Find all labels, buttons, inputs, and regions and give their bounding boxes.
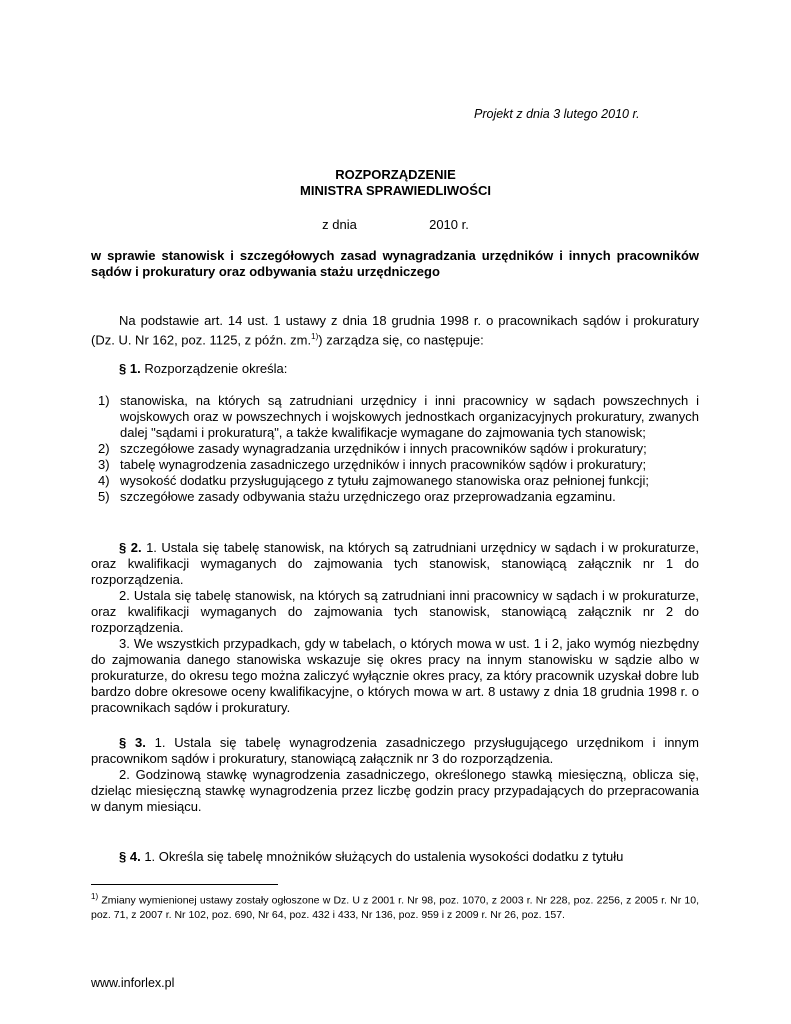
paragraph-3-section-1 bbox=[91, 735, 699, 767]
paragraph-3-mark: § 3. bbox=[119, 735, 146, 750]
list-item bbox=[91, 457, 699, 473]
footnote-text: Zmiany wymienionej ustawy zostały ogłoszone w Dz. U z 2001 r. Nr 98, poz. 1070, z 2003 r. Nr 228, poz. 2256, z 2005 r. Nr 10, poz. 71, z 2007 r. Nr 102, poz. 690, Nr 64, poz. 432 i 433, Nr 136, poz. 959 i z 2009 r. Nr 26, poz. 157. bbox=[91, 894, 699, 921]
document-title bbox=[0, 167, 791, 199]
paragraph-2 bbox=[91, 540, 699, 716]
list-item bbox=[91, 473, 699, 489]
paragraph-3-section-1-text: 1. Ustala się tabelę wynagrodzenia zasadniczego przysługującego urzędnikom i innym pracownikom sądów i prokuratury, stanowiącą załącznik nr 3 do rozporządzenia. bbox=[91, 735, 699, 766]
list-item bbox=[91, 489, 699, 505]
paragraph-3-section-2: 2. Godzinową stawkę wynagrodzenia zasadniczego, określonego stawką miesięczną, oblicza się, dzieląc miesięczną stawkę wynagrodzenia przez liczbę godzin pracy przypadających do przepracowania w danym miesiącu. bbox=[91, 767, 699, 814]
list-item-number: 4) bbox=[98, 473, 110, 488]
list-item-text: szczegółowe zasady wynagradzania urzędników i innych pracowników sądów i prokuratury; bbox=[120, 441, 647, 456]
paragraph-2-mark: § 2. bbox=[119, 540, 142, 555]
preamble-text-before: Na podstawie art. 14 ust. 1 ustawy z dnia 18 grudnia 1998 r. o pracownikach sądów i prokuratury (Dz. U. Nr 162, poz. 1125, z późn. zm. bbox=[91, 313, 699, 348]
paragraph-2-section-3: 3. We wszystkich przypadkach, gdy w tabelach, o których mowa w ust. 1 i 2, jako wymóg niezbędny do zajmowania danego stanowiska wskazuje się okres pracy na innym stanowisku w sądzie albo w prokuraturze, do okresu tego można zaliczyć wyłącznie okres pracy, za który pracownik uzyskał dobre lub bardzo dobre okresowe oceny kwalifikacyjne, o których mowa w art. 8 ustawy z dnia 18 grudnia 1998 r. o pracownikach sądów i prokuratury. bbox=[91, 636, 699, 715]
list-item-number: 2) bbox=[98, 441, 110, 456]
paragraph-2-section-1 bbox=[91, 540, 699, 588]
list-item bbox=[91, 441, 699, 457]
footnote-reference[interactable]: 1) bbox=[311, 332, 319, 341]
list-item-number: 5) bbox=[98, 489, 110, 504]
issue-date: z dnia 2010 r. bbox=[322, 217, 469, 232]
paragraph-2-section-1-text: 1. Ustala się tabelę stanowisk, na których są zatrudniani urzędnicy w sądach i w prokuraturze, oraz kwalifikacji wymaganych do zajmowania tych stanowisk, stanowiącą załącznik nr 1 do rozporządzenia. bbox=[91, 540, 699, 587]
paragraph-1-list bbox=[91, 393, 699, 505]
list-item-text: wysokość dodatku przysługującego z tytułu zajmowanego stanowiska oraz pełnionej funkcji; bbox=[120, 473, 649, 488]
draft-date-note: Projekt z dnia 3 lutego 2010 r. bbox=[474, 107, 640, 121]
list-item-number: 1) bbox=[98, 393, 110, 408]
paragraph-4-mark: § 4. bbox=[119, 849, 141, 864]
preamble bbox=[91, 313, 699, 348]
paragraph-2-section-2: 2. Ustala się tabelę stanowisk, na których są zatrudniani inni pracownicy w sądach i w prokuraturze, oraz kwalifikacji wymaganych do zajmowania tych stanowisk, stanowiącą załącznik nr 2 do rozporządzenia. bbox=[91, 588, 699, 635]
title-line-2: MINISTRA SPRAWIEDLIWOŚCI bbox=[300, 183, 491, 198]
footnote-marker: 1) bbox=[91, 892, 99, 901]
title-line-1: ROZPORZĄDZENIE bbox=[335, 167, 456, 182]
regulation-subject: w sprawie stanowisk i szczegółowych zasad wynagradzania urzędników i innych pracowników sądów i prokuratury oraz odbywania stażu urzędniczego bbox=[91, 248, 699, 279]
paragraph-1-mark: § 1. bbox=[119, 361, 141, 376]
paragraph-4 bbox=[91, 849, 699, 865]
preamble-text-after: ) zarządza się, co następuje: bbox=[318, 332, 484, 348]
list-item-number: 3) bbox=[98, 457, 110, 472]
footnote-separator bbox=[91, 884, 278, 885]
list-item-text: tabelę wynagrodzenia zasadniczego urzędników i innych pracowników sądów i prokuratury; bbox=[120, 457, 647, 472]
footnote bbox=[91, 890, 699, 922]
paragraph-1-intro-text: Rozporządzenie określa: bbox=[144, 361, 288, 376]
list-item bbox=[91, 393, 699, 441]
paragraph-1-intro bbox=[91, 361, 699, 377]
paragraph-3 bbox=[91, 735, 699, 815]
list-item-text: stanowiska, na których są zatrudniani urzędnicy i inni pracownicy w sądach powszechnych i wojskowych oraz w powszechnych i wojskowych jednostkach organizacyjnych prokuratury, zwanych dalej "sądami i prokuraturą", a także kwalifikacje wymagane do zajmowania tych stanowisk; bbox=[120, 393, 699, 440]
list-item-text: szczegółowe zasady odbywania stażu urzędniczego oraz przeprowadzania egzaminu. bbox=[120, 489, 616, 504]
footer-website-link[interactable]: www.inforlex.pl bbox=[91, 976, 175, 990]
paragraph-4-section-1-text: 1. Określa się tabelę mnożników służących do ustalenia wysokości dodatku z tytułu bbox=[144, 849, 624, 864]
